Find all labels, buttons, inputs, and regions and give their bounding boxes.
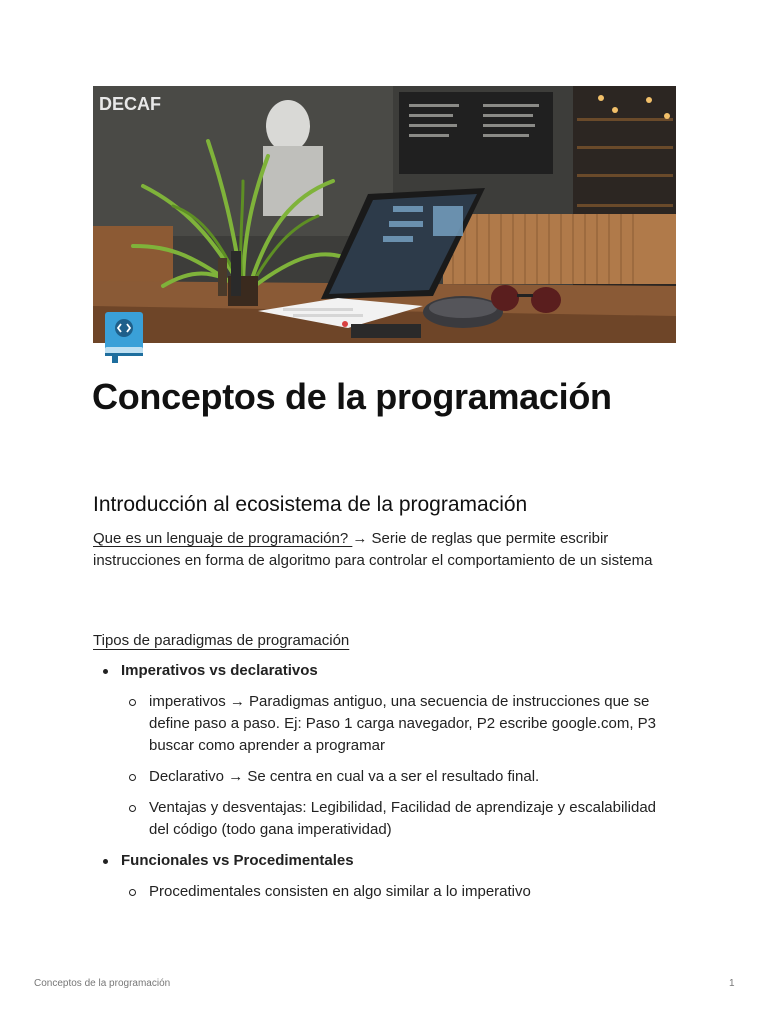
intro-text: → Serie de reglas que permite escribir instrucciones en forma de algoritmo para controlar el comportamiento de un sistema	[93, 530, 653, 569]
sub-list-item: Procedimentales consisten en algo similar a lo imperativo	[93, 881, 679, 903]
paradigms-heading[interactable]: Tipos de paradigmas de programación	[93, 632, 350, 649]
page-title: Conceptos de la programación	[92, 376, 612, 417]
intro-paragraph	[93, 528, 683, 572]
page-number: 1	[729, 978, 735, 989]
sub-list-item: imperativos → Paradigmas antiguo, una secuencia de instrucciones que se define paso a paso. Ej: Paso 1 carga navegador, P2 escribe google.com, P3 buscar como aprender a programar	[93, 691, 679, 757]
list-item: Funcionales vs Procedimentales	[93, 850, 693, 872]
section-heading: Introducción al ecosistema de la programación	[93, 493, 528, 516]
sub-list-item: Declarativo → Se centra en cual va a ser el resultado final.	[93, 766, 679, 788]
code-book-icon	[104, 311, 144, 363]
intro-link[interactable]: Que es un lenguaje de programación?	[93, 530, 353, 547]
cover-sign-text: DECAF	[99, 94, 161, 114]
cover-image	[93, 86, 676, 343]
list-item: Imperativos vs declarativos	[93, 660, 693, 682]
footer-title: Conceptos de la programación	[34, 978, 171, 989]
paradigms-list	[93, 660, 693, 912]
sub-list-item: Ventajas y desventajas: Legibilidad, Facilidad de aprendizaje y escalabilidad del código (todo gana imperatividad)	[93, 797, 679, 841]
